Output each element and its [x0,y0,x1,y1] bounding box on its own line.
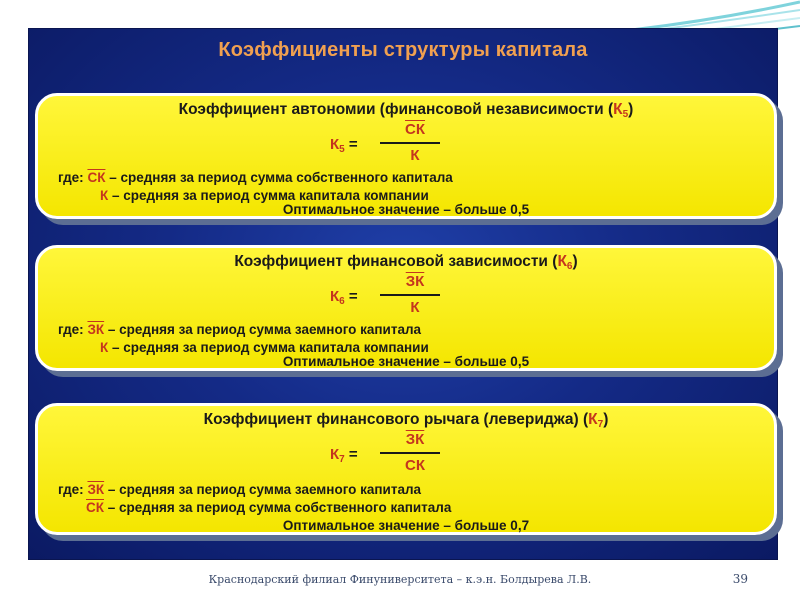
card-autonomy [35,93,777,219]
card-title: Коэффициент финансового рычага (левериджа) $(К_7)$ [203,411,609,430]
formula [330,120,450,168]
formula-numerator: ЗК [405,431,425,448]
optimal-value: Оптимальное значение – больше 0,7 [282,518,530,533]
definition-line-1: где: СК – средняя за период сумма собственного капитала [58,170,453,185]
definition-line-1: где: ЗК – средняя за период сумма заемного капитала [58,482,422,497]
formula-denominator: СК [405,457,425,474]
fraction-bar [380,294,440,296]
slide-panel [28,28,778,560]
card-title: Коэффициент финансовой зависимости $(К_6)$ [234,253,578,272]
optimal-value: Оптимальное значение – больше 0,5 [282,354,530,369]
definition-line-2: К – средняя за период сумма капитала компании [100,340,429,355]
formula-denominator: К [410,147,420,164]
card-financial-leverage [35,403,777,535]
slide-footer: Краснодарский филиал Финуниверситета – к.э.н. Болдырева Л.В. [208,573,592,586]
formula-numerator: ЗК [405,273,425,290]
page-number: 39 [732,572,748,586]
formula-denominator: К [410,299,420,316]
card-financial-dependence [35,245,777,371]
formula-numerator: СК [405,121,425,138]
formula-lhs: $К_6$ = [330,288,358,307]
formula [330,272,450,320]
card-title: Коэффициент автономии (финансовой независимости $(К_5)$ [178,101,634,120]
fraction-bar [380,142,440,144]
formula [330,430,450,478]
formula-lhs: $К_7$ = [330,446,358,465]
definition-line-2: К – средняя за период сумма капитала компании [100,188,429,203]
optimal-value: Оптимальное значение – больше 0,5 [282,202,530,217]
definition-line-1: где: ЗК – средняя за период сумма заемного капитала [58,322,422,337]
slide-title: Коэффициенты структуры капитала [218,39,588,61]
fraction-bar [380,452,440,454]
formula-lhs: $К_5$ = [330,136,358,155]
definition-line-2: СК – средняя за период сумма собственного капитала [86,500,452,515]
